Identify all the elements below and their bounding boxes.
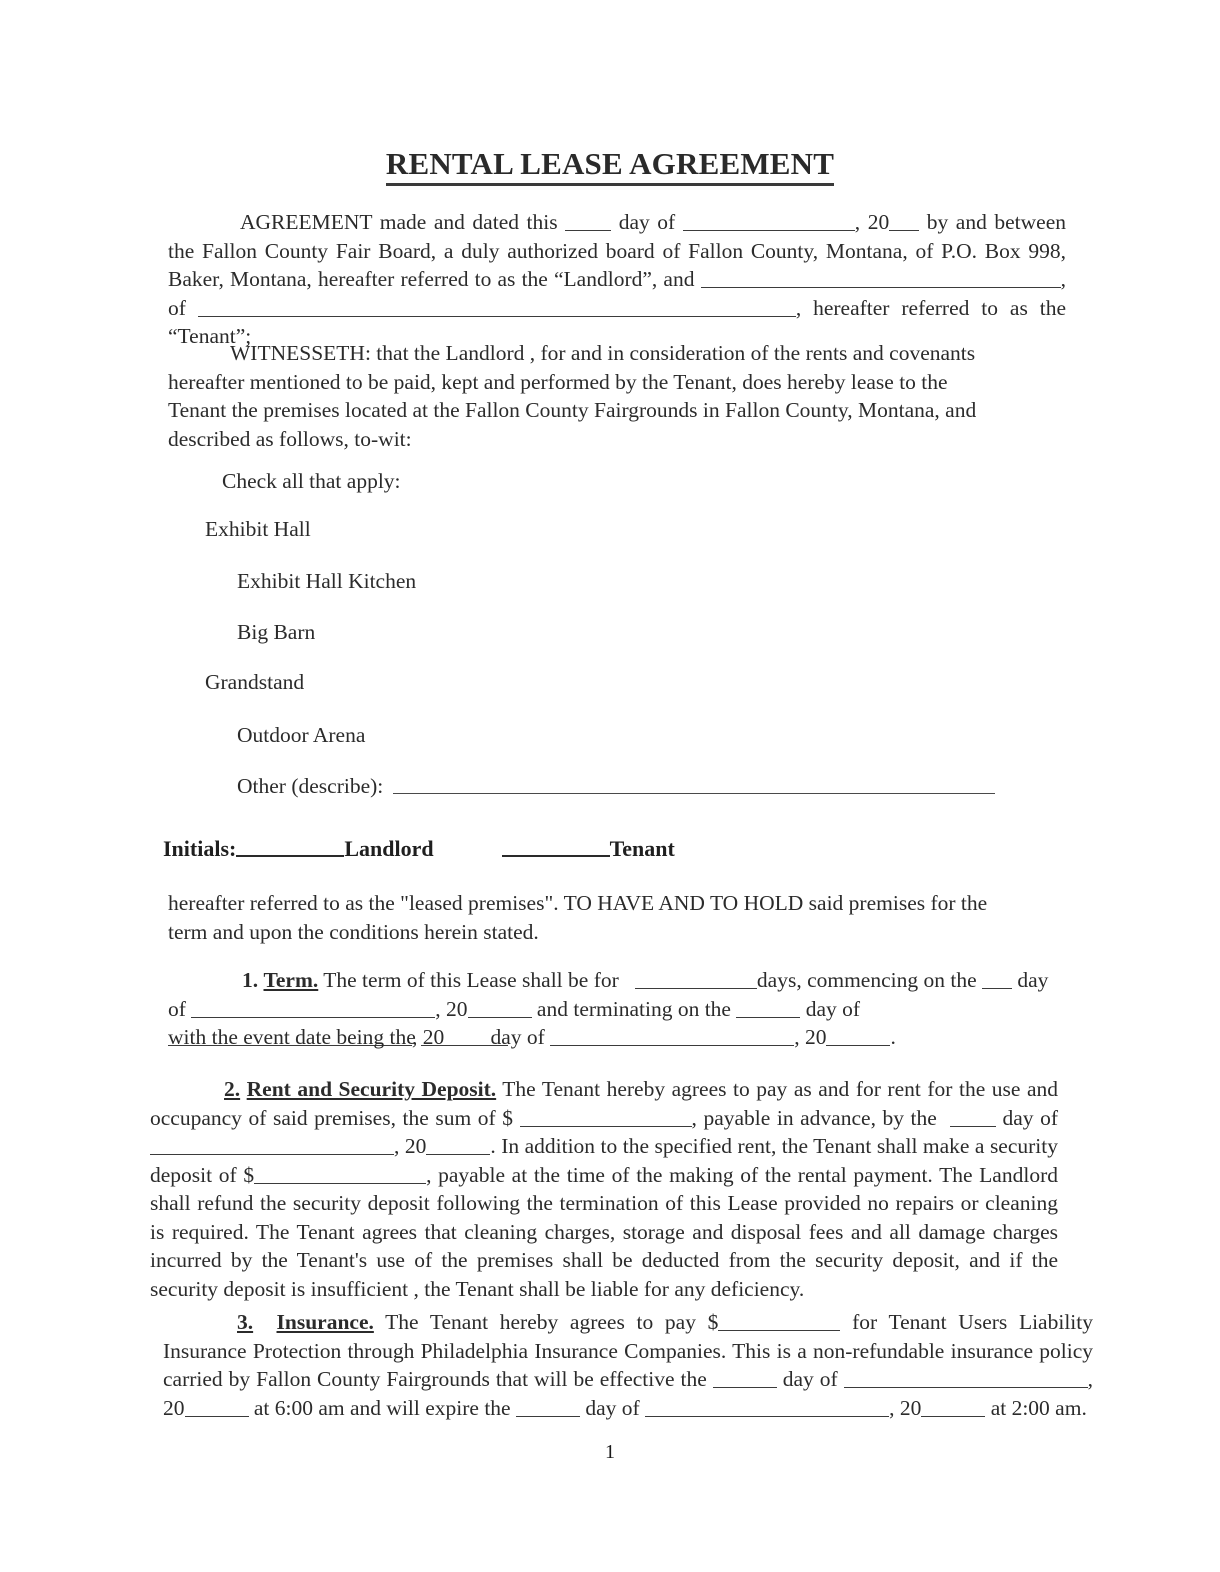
section-term-heading: Term.	[263, 968, 319, 992]
blank-landlord-initials[interactable]	[236, 838, 344, 857]
blank-commence-month[interactable]	[191, 999, 435, 1018]
blank-commence-year[interactable]	[468, 999, 532, 1018]
blank-tenant-initials[interactable]	[502, 838, 610, 857]
section-insurance-text-5: at 6:00 am and will expire the	[253, 1395, 511, 1420]
blank-rent-month[interactable]	[150, 1136, 394, 1155]
section-rent-text-3: day of	[1002, 1105, 1059, 1130]
section-term-text-8: with the event date being the	[168, 1025, 416, 1049]
section-term-text-2: days, commencing on the	[756, 968, 977, 992]
agreement-text-6: , hereafter referred to as the “Tenant”;	[168, 295, 1066, 348]
section-term-text-10: , 20	[794, 1025, 827, 1049]
section-insurance-text-3: day of	[782, 1367, 838, 1391]
blank-terminate-day[interactable]	[736, 999, 800, 1018]
section-insurance-number: 3.	[237, 1310, 254, 1334]
section-rent-heading: Rent and Security Deposit.	[246, 1077, 497, 1101]
section-term-text-5: and terminating on the	[536, 996, 731, 1021]
agreement-text-1: AGREEMENT made and dated this	[240, 210, 566, 234]
blank-year[interactable]	[889, 212, 919, 231]
checkbox-item-other[interactable]	[237, 772, 995, 800]
agreement-paragraph	[168, 208, 1066, 351]
section-insurance-text-1: The Tenant hereby agrees to pay $	[385, 1310, 719, 1334]
section-term-text-11: .	[890, 1025, 896, 1049]
section-rent-text-5: . In addition to the specified rent, the Tenant shall make a security deposit of $	[150, 1134, 1059, 1187]
agreement-text-5: , of	[168, 267, 1066, 320]
witnesseth-paragraph	[168, 339, 998, 453]
section-insurance-text-4: , 20	[163, 1367, 1094, 1420]
section-insurance-text-7: , 20	[889, 1395, 922, 1420]
section-insurance	[163, 1308, 1093, 1422]
blank-event-month[interactable]	[550, 1027, 794, 1046]
blank-insurance-effective-year[interactable]	[185, 1398, 249, 1417]
blank-term-days[interactable]	[635, 970, 757, 989]
section-term-text-3: day of	[168, 968, 1049, 1021]
section-rent	[150, 1075, 1058, 1303]
checklist-intro: Check all that apply:	[222, 469, 401, 493]
section-term-text-4: , 20	[435, 996, 468, 1021]
blank-event-day[interactable]	[421, 1027, 485, 1046]
blank-insurance-expire-year[interactable]	[921, 1398, 985, 1417]
agreement-text-4: by and between the Fallon County Fair Board, a duly authorized board of Fallon County, Montana, of P.O. Box 998, Baker, Montana, hereafter referred to as the “Landlord”, and	[168, 210, 1067, 291]
section-rent-text-2: , payable in advance, by the	[691, 1105, 937, 1130]
blank-tenant-address[interactable]	[198, 298, 796, 317]
checkbox-item-label: Exhibit Hall	[205, 517, 311, 541]
blank-insurance-expire-month[interactable]	[645, 1398, 889, 1417]
blank-insurance-effective-day[interactable]	[713, 1369, 777, 1388]
section-rent-text-1: The Tenant hereby agrees to pay as and for rent for the use and occupancy of said premises, the sum of $	[150, 1077, 1058, 1130]
section-insurance-text-2: for Tenant Users Liability Insurance Protection through Philadelphia Insurance Companies. This is a non-refundable insurance policy carried by Fallon County Fairgrounds that will be effective the	[163, 1310, 1093, 1391]
section-insurance-text-8: at 2:00 am.	[990, 1395, 1087, 1420]
section-term-event-line	[168, 1023, 1066, 1052]
checkbox-item-big-barn[interactable]	[237, 618, 315, 646]
blank-event-year[interactable]	[826, 1027, 890, 1046]
section-insurance-heading: Insurance.	[276, 1310, 374, 1334]
blank-rent-year[interactable]	[426, 1136, 490, 1155]
blank-commence-day[interactable]	[982, 970, 1012, 989]
section-rent-text-6: , payable at the time of the making of the rental payment. The Landlord shall refund the security deposit following the termination of this Lease provided no repairs or cleaning is required. The Tenant agrees that cleaning charges, storage and disposal fees and all damage charges incurred by the Tenant's use of the premises shall be deducted from the security deposit, and if the security deposit is insufficient , the Tenant shall be liable for any deficiency.	[150, 1162, 1058, 1301]
section-term-text-6: day of	[805, 996, 861, 1021]
section-rent-number: 2.	[224, 1077, 241, 1101]
section-term-text-9: day of	[490, 1025, 545, 1049]
checkbox-item-label: Exhibit Hall Kitchen	[237, 569, 417, 593]
section-term-text-7: , 20	[412, 1025, 445, 1049]
section-insurance-text-6: day of	[585, 1395, 640, 1420]
blank-rent-sum[interactable]	[520, 1108, 692, 1127]
section-rent-text-4: , 20	[394, 1134, 427, 1158]
checkbox-item-exhibit-hall-kitchen[interactable]	[237, 567, 416, 595]
blank-day[interactable]	[565, 212, 611, 231]
agreement-text-2: day of	[611, 210, 683, 234]
initials-row	[163, 836, 675, 862]
initials-tenant-label: Tenant	[609, 836, 675, 861]
blank-insurance-effective-month[interactable]	[844, 1369, 1088, 1388]
agreement-text-3: , 20	[854, 210, 890, 234]
blank-security-deposit[interactable]	[254, 1165, 426, 1184]
witnesseth-text: WITNESSETH: that the Landlord , for and in consideration of the rents and covenants hereafter mentioned to be paid, kept and performed by the Tenant, does hereby lease to the Tenant the premises located at the Fallon County Fairgrounds in Fallon County, Montana, and described as follows, to-wit:	[168, 341, 977, 451]
page-title-text: RENTAL LEASE AGREEMENT	[386, 146, 834, 186]
blank-month[interactable]	[683, 212, 855, 231]
section-term-number: 1.	[242, 968, 259, 992]
leased-premises-paragraph: hereafter referred to as the "leased premises". TO HAVE AND TO HOLD said premises for the term and upon the conditions herein stated.	[168, 891, 988, 944]
blank-tenant-name[interactable]	[701, 269, 1061, 288]
checkbox-item-label: Outdoor Arena	[237, 723, 366, 747]
initials-label: Initials:	[163, 836, 237, 861]
checkbox-item-label: Grandstand	[205, 670, 305, 694]
section-term-text-1: The term of this Lease shall be for	[323, 968, 619, 992]
blank-insurance-amount[interactable]	[718, 1312, 840, 1331]
checkbox-item-exhibit-hall[interactable]	[205, 515, 311, 543]
page-title	[0, 146, 1220, 182]
blank-insurance-expire-day[interactable]	[516, 1398, 580, 1417]
checkbox-item-outdoor-arena[interactable]	[237, 721, 365, 749]
checkbox-item-label: Big Barn	[237, 620, 316, 644]
page-number: 1	[605, 1441, 615, 1463]
checkbox-item-label: Other (describe):	[237, 774, 384, 798]
checkbox-item-grandstand[interactable]	[205, 668, 304, 696]
initials-landlord-label: Landlord	[344, 836, 434, 861]
blank-other-describe[interactable]	[393, 777, 995, 794]
blank-rent-day[interactable]	[950, 1108, 996, 1127]
